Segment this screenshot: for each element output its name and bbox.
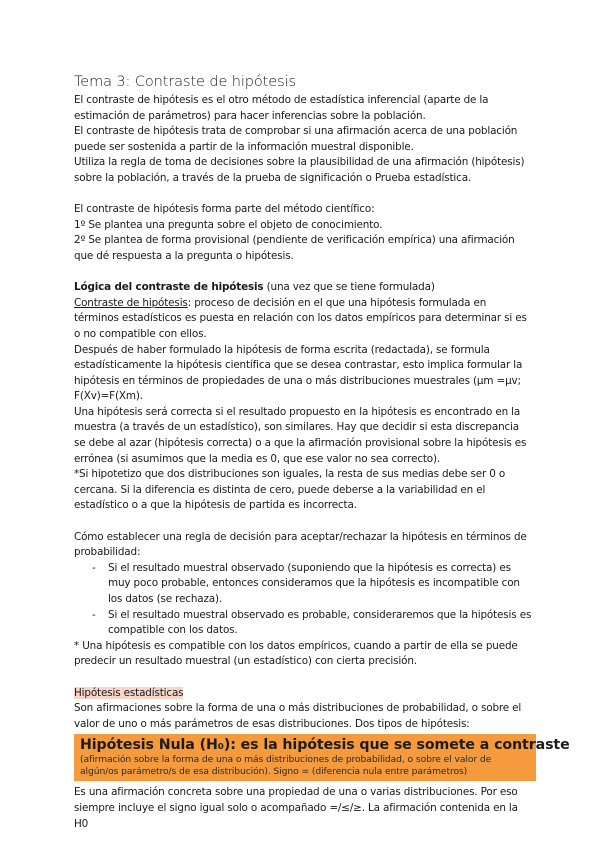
logica-heading-rest: (una vez que se tiene formulada)	[263, 281, 435, 294]
list-item	[92, 608, 532, 639]
hipotesis-heading	[74, 686, 532, 702]
metodo-step-1: 1º Se plantea una pregunta sobre el objeto de conocimiento.	[74, 218, 383, 231]
logica-heading	[74, 280, 532, 296]
definition-term: Contraste de hipótesis	[74, 296, 188, 309]
null-hypothesis-callout	[74, 734, 570, 781]
list-item	[92, 561, 532, 608]
list-item-text: Si el resultado muestral observado es probable, consideraremos que la hipótesis es compatible con los datos.	[108, 608, 532, 637]
metodo-step-2: 2º Se plantea de forma provisional (pendiente de verificación empírica) una afirmación que dé respuesta a la pregunta o hipótesis.	[74, 234, 515, 262]
logica-paragraph-2: Después de haber formulado la hipótesis de forma escrita (redactada), se formula estadísticamente la hipótesis científica que se desea contrastar, esto implica formular la hipótesis en términos de propiedades de una o más distribuciones muestrales (μm =μv; F(Xv)=F(Xm).	[74, 343, 523, 403]
highlighted-heading: Hipótesis estadísticas	[74, 686, 184, 699]
spacer	[74, 514, 532, 530]
regla-note: * Una hipótesis es compatible con los datos empíricos, cuando a partir de ella se puede predecir un resultado muestral (un estadístico) con cierta precisión.	[74, 639, 518, 668]
logica-paragraph-3: Una hipótesis será correcta si el resultado propuesto en la hipótesis es encontrado en la muestra (a través de un estadístico), son similares. Hay que decidir si esta discrepancia se debe al azar (hipótesis correcta) o a que la afirmación provisional sobre la hipótesis es errónea (si asumimos que la media es 0, que ese valor no sea correcto).	[74, 405, 527, 465]
definition-text: : proceso de decisión en el que una hipótesis formulada en términos estadísticos es puesta en relación con los datos empíricos para determinar si es o no compatible con ellos.	[74, 296, 527, 340]
dash-marker: -	[92, 561, 96, 574]
page-title: Tema 3: Contraste de hipótesis	[74, 74, 296, 90]
intro-paragraph-3: Utiliza la regla de toma de decisiones sobre la plausibilidad de una afirmación (hipótesis) sobre la población, a través de la prueba de significación o Prueba estadística.	[74, 156, 525, 184]
callout-subtitle: (afirmación sobre la forma de una o más distribuciones de probabilidad, o sobre el valor de algún/os parámetro/s de esa distribución). Signo = (diferencia nula entre parámetros)	[80, 754, 492, 778]
intro-paragraph-2: El contraste de hipótesis trata de comprobar si una afirmación acerca de una población puede ser sostenida a partir de la información muestral disponible.	[74, 125, 518, 153]
regla-list	[74, 561, 532, 639]
logica-paragraph-4: *Si hipotetizo que dos distribuciones son iguales, la resta de sus medias debe ser 0 o cercana. Si la diferencia es distinta de cero, puede deberse a la variabilidad en el estadístico o a que la hipótesis de partida es incorrecta.	[74, 468, 506, 512]
spacer	[74, 670, 532, 686]
list-item-text: Si el resultado muestral observado (suponiendo que la hipótesis es correcta) es muy poco probable, entonces consideramos que la hipótesis es incompatible con los datos (se rechaza).	[108, 561, 520, 605]
spacer	[74, 265, 532, 281]
spacer	[74, 187, 532, 203]
logica-definition	[74, 296, 532, 343]
callout-title: Hipótesis Nula (H₀): es la hipótesis que se somete a contraste	[80, 737, 570, 754]
hipotesis-text: Son afirmaciones sobre la forma de una o más distribuciones de probabilidad, o sobre el valor de uno o más parámetros de esas distribuciones. Dos tipos de hipótesis:	[74, 702, 522, 730]
hipotesis-after: Es una afirmación concreta sobre una propiedad de una o varias distribuciones. Por eso siempre incluye el signo igual solo o acompañado =/≤/≥. La afirmación contenida en la H0	[74, 786, 518, 830]
logica-heading-bold: Lógica del contraste de hipótesis	[74, 281, 264, 294]
regla-intro: Cómo establecer una regla de decisión para aceptar/rechazar la hipótesis en términos de probabilidad:	[74, 530, 527, 559]
intro-paragraph-1: El contraste de hipótesis es el otro método de estadística inferencial (aparte de la estimación de parámetros) para hacer inferencias sobre la población.	[74, 94, 489, 122]
dash-marker: -	[92, 608, 96, 621]
metodo-intro: El contraste de hipótesis forma parte del método científico:	[74, 203, 375, 216]
